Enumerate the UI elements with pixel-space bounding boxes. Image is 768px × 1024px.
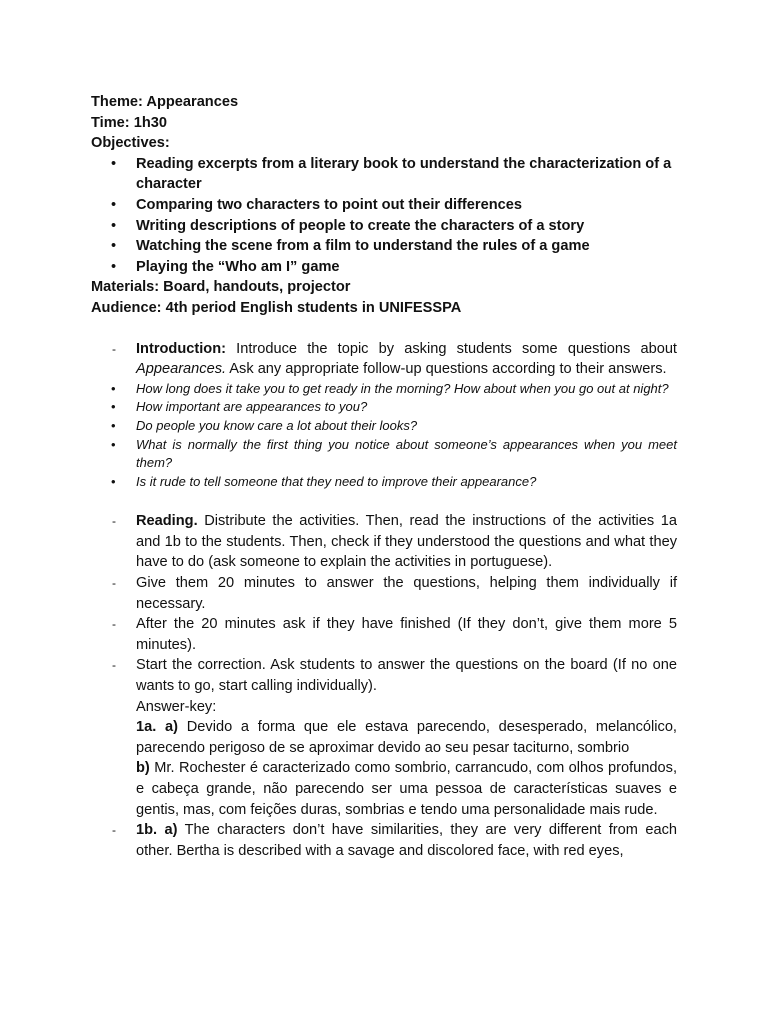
dash-marker: - [112, 514, 116, 529]
objective-item: • Comparing two characters to point out their differences [136, 195, 677, 216]
reading-label: Reading. [136, 513, 198, 530]
dash-marker: - [112, 658, 116, 673]
answer-b-label: b) [136, 760, 150, 777]
introduction-label: Introduction: [136, 340, 226, 357]
lesson-plan-page [91, 92, 677, 861]
reading-step-text: Start the correction. Ask students to answer the questions on the board (If no one wants to go, start calling individually). [136, 657, 677, 695]
audience-line: Audience: 4th period English students in UNIFESSPA [91, 299, 462, 316]
introduction-text-a: Introduce the topic by asking students some questions about [225, 340, 677, 357]
dash-marker: - [112, 576, 116, 591]
reading-text: Distribute the activities. Then, read the instructions of the activities 1a and 1b to the students. Then, check if they understood the questions and what they have to do (ask someone to explain the activities in portuguese). [136, 513, 677, 571]
objectives-list [91, 154, 677, 278]
introduction-section [91, 339, 677, 380]
answer-b-text: Mr. Rochester é caracterizado como sombrio, carrancudo, com olhos profundos, e cabeça grande, não parecendo ser uma pessoa de características suaves e gentis, mas, com feições duras, sombrias e tendo uma personalidade mais rude. [136, 760, 677, 818]
objective-item: • Playing the “Who am I” game [136, 257, 677, 278]
question-item: • Do people you know care a lot about their looks? [136, 417, 677, 436]
question-item: • What is normally the first thing you notice about someone’s appearances when you meet them? [136, 436, 677, 473]
answer-1a-text: Devido a forma que ele estava parecendo, desesperado, melancólico, parecendo perigoso de se aproximar devido ao seu pesar taciturno, sombrio [136, 719, 677, 756]
objective-item: • Writing descriptions of people to create the characters of a story [136, 216, 677, 237]
question-list [91, 380, 677, 492]
answer-1a [136, 717, 677, 758]
introduction-emphasis: Appearances. [136, 361, 227, 378]
theme-line: Theme: Appearances [91, 94, 239, 110]
dash-marker: - [112, 823, 116, 838]
dash-marker: - [112, 341, 116, 356]
answer-1a-label: 1a. a) [136, 719, 179, 736]
reading-step-text: After the 20 minutes ask if they have finished (If they don’t, give them more 5 minutes). [136, 616, 677, 653]
answer-key-label: Answer-key: [136, 698, 217, 715]
time-line: Time: 1h30 [91, 114, 167, 131]
objective-item: • Watching the scene from a film to understand the rules of a game [136, 236, 677, 257]
reading-step [91, 614, 677, 655]
objective-item: • Reading excerpts from a literary book to understand the characterization of a character [136, 154, 677, 195]
question-item: • Is it rude to tell someone that they need to improve their appearance? [136, 473, 677, 492]
dash-marker: - [112, 617, 116, 632]
question-item: • How important are appearances to you? [136, 398, 677, 417]
question-item: • How long does it take you to get ready in the morning? How about when you go out at night? [136, 380, 677, 399]
objectives-label: Objectives: [91, 135, 170, 152]
reading-step [91, 655, 677, 820]
reading-step-text: Give them 20 minutes to answer the questions, helping them individually if necessary. [136, 575, 677, 612]
reading-section [91, 511, 677, 573]
introduction-text-b: Ask any appropriate follow-up questions according to their answers. [226, 361, 667, 378]
answer-1b [136, 758, 677, 820]
answer-1b-a-label: 1b. a) [136, 822, 178, 839]
reading-step [91, 573, 677, 614]
answer-1b-a-text: The characters don’t have similarities, they are very different from each other. Bertha is described with a savage and discolored face, with red eyes, [136, 822, 677, 859]
answer-section-1b [91, 820, 677, 861]
materials-line: Materials: Board, handouts, projector [91, 279, 351, 296]
